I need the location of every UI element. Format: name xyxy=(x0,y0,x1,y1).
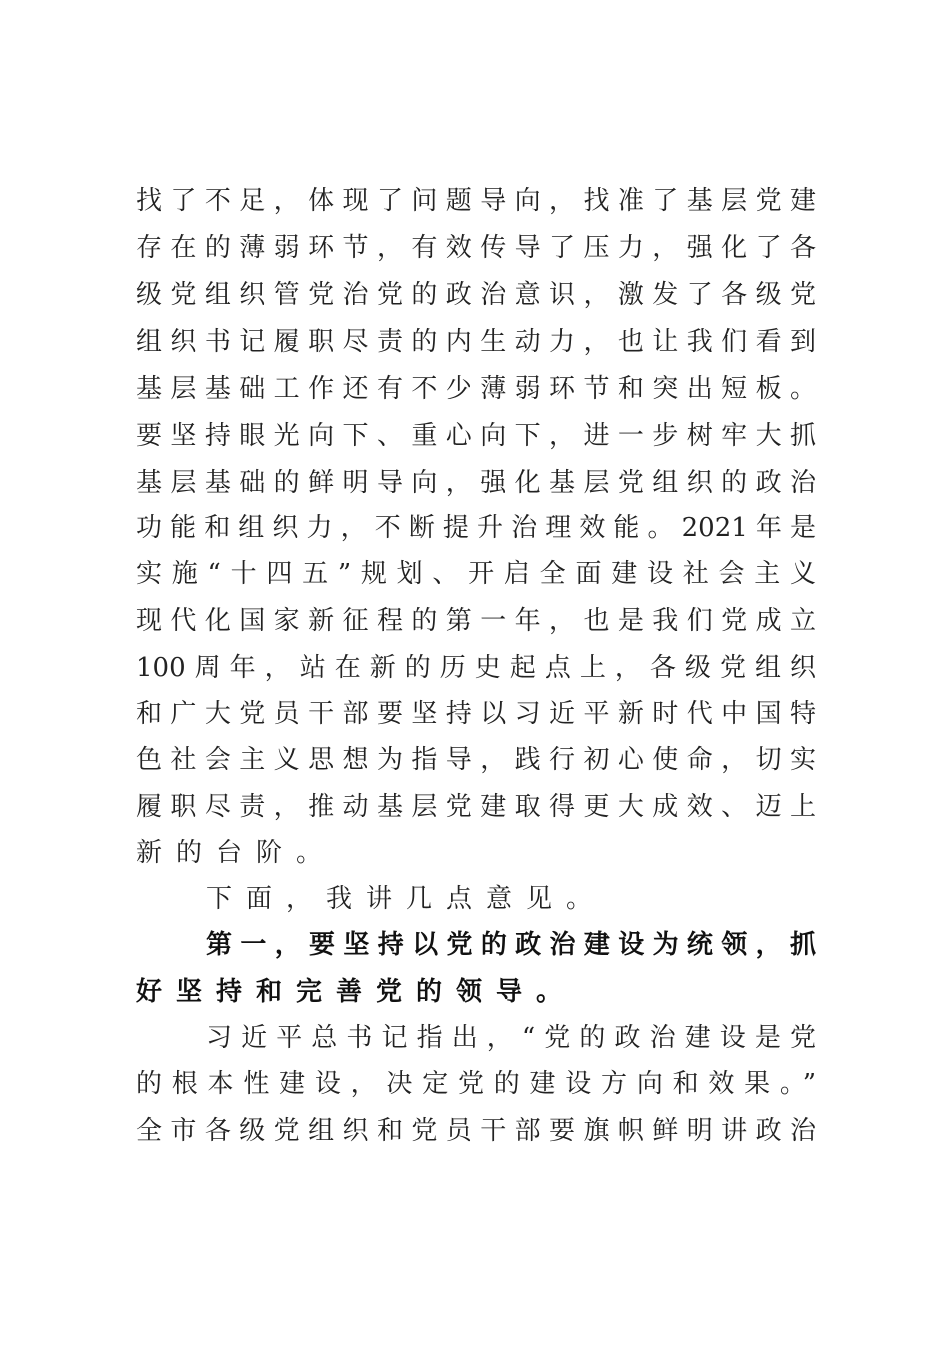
body-line: 100周年，站在新的历史起点上，各级党组织 xyxy=(136,653,816,683)
section-heading: 好坚持和完善党的领导。 xyxy=(136,977,577,1007)
body-line: 组织书记履职尽责的内生动力，也让我们看到 xyxy=(136,327,816,357)
quote-line: 的根本性建设，决定党的建设方向和效果。” xyxy=(136,1069,816,1099)
body-line: 现代化国家新征程的第一年，也是我们党成立 xyxy=(136,606,816,636)
section-heading: 第一，要坚持以党的政治建设为统领，抓 xyxy=(206,930,816,960)
quote-line: 习近平总书记指出，“党的政治建设是党 xyxy=(206,1023,816,1053)
body-line: 色社会主义思想为指导，践行初心使命，切实 xyxy=(136,745,816,775)
body-line: 级党组织管党治党的政治意识，激发了各级党 xyxy=(136,280,816,310)
body-line: 基层基础工作还有不少薄弱环节和突出短板。 xyxy=(136,374,816,404)
body-line: 存在的薄弱环节，有效传导了压力，强化了各 xyxy=(136,233,816,263)
body-line: 基层基础的鲜明导向，强化基层党组织的政治 xyxy=(136,468,816,498)
body-line: 实施“十四五”规划、开启全面建设社会主义 xyxy=(136,559,816,589)
body-line: 履职尽责，推动基层党建取得更大成效、迈上 xyxy=(136,792,816,822)
body-line: 功能和组织力，不断提升治理效能。2021年是 xyxy=(136,513,816,543)
quote-line: 全市各级党组织和党员干部要旗帜鲜明讲政治 xyxy=(136,1116,816,1146)
body-line: 和广大党员干部要坚持以习近平新时代中国特 xyxy=(136,699,816,729)
transition-line: 下面，我讲几点意见。 xyxy=(206,884,607,914)
body-line: 找了不足，体现了问题导向，找准了基层党建 xyxy=(136,186,816,216)
body-line: 新的台阶。 xyxy=(136,838,337,868)
body-line: 要坚持眼光向下、重心向下，进一步树牢大抓 xyxy=(136,421,816,451)
